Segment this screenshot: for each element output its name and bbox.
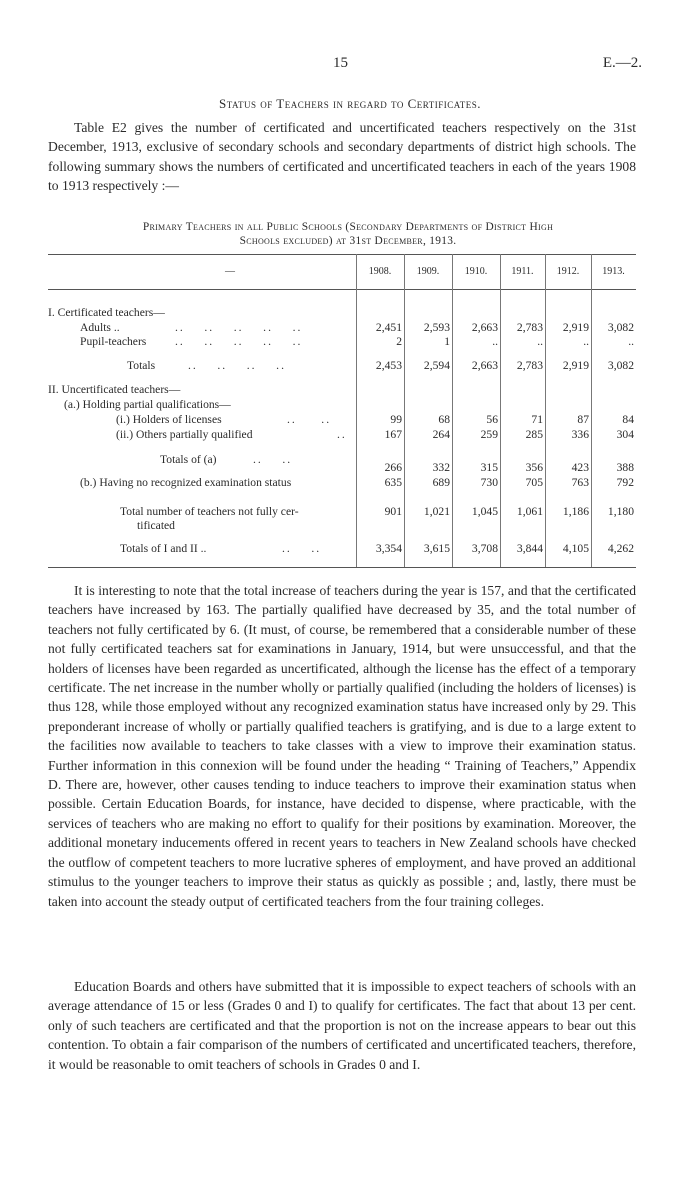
leader-dots: .. .. .. .. .. <box>175 321 303 334</box>
year-header: 1910. <box>464 266 488 277</box>
table-cell: 315 <box>480 461 498 474</box>
table-cell: 1 <box>444 335 450 348</box>
table-cell: 1,045 <box>471 505 498 518</box>
year-header: 1913. <box>602 266 625 277</box>
row-label: II. Uncertificated teachers— <box>48 383 181 396</box>
table-cell: 304 <box>616 428 634 441</box>
row-label: Totals <box>127 359 156 372</box>
row-label: Adults .. <box>80 321 120 334</box>
table-cell: 71 <box>531 413 543 426</box>
year-header: 1908. <box>368 266 392 277</box>
table-cell: 2,453 <box>375 359 402 372</box>
year-header: 1911. <box>511 266 534 277</box>
row-label: Totals of I and II .. <box>120 542 207 555</box>
table-title-line1: Primary Teachers in all Public Schools (Secondary Departments of District High <box>142 221 554 233</box>
table-cell: 2,663 <box>471 359 498 372</box>
table-cell: 423 <box>571 461 589 474</box>
table-bottom-rule <box>48 567 636 568</box>
table-cell: 56 <box>486 413 498 426</box>
leader-dots: .. <box>337 428 347 441</box>
table-cell: .. <box>492 335 498 348</box>
table-cell: 2,451 <box>375 321 402 334</box>
row-label: I. Certificated teachers— <box>48 306 165 319</box>
table-cell: 3,708 <box>471 542 498 555</box>
row-label: Pupil-teachers <box>80 335 147 348</box>
table-cell: 2 <box>396 335 402 348</box>
paragraph-3: Education Boards and others have submitted that it is impossible to expect teachers of schools with an average attendance of 15 or less (Grades 0 and I) to qualify for certificates. The fact that about 13 per cent. only of such teachers are certificated and that the proportion is not on the increase appears to bear out this contention. To obtain a fair comparison of the numbers of certificated and uncertificated teachers, therefore, it would be reasonable to omit teachers of schools in Grades 0 and I. <box>48 979 636 1072</box>
table-cell: 792 <box>616 476 634 489</box>
table-cell: 2,783 <box>516 359 543 372</box>
table-cell: 635 <box>384 476 402 489</box>
col-divider <box>404 254 405 567</box>
table-cell: .. <box>583 335 589 348</box>
table-top-rule <box>48 254 636 255</box>
row-label: Totals of (a) <box>160 453 217 466</box>
table-cell: 763 <box>571 476 589 489</box>
table-cell: 356 <box>525 461 543 474</box>
leader-dots: .. .. .. .. .. <box>175 335 303 348</box>
table-cell: 266 <box>384 461 402 474</box>
table-cell: 264 <box>432 428 450 441</box>
row-label: (i.) Holders of licenses <box>116 413 222 426</box>
table-cell: 1,061 <box>516 505 543 518</box>
col-divider <box>500 254 501 567</box>
table-cell: 1,021 <box>423 505 450 518</box>
table-title <box>48 220 648 248</box>
table-header-rule <box>48 289 636 290</box>
table-cell: 68 <box>438 413 450 426</box>
table-cell: 2,783 <box>516 321 543 334</box>
table-cell: 2,594 <box>423 359 450 372</box>
leader-dots: .. .. <box>282 542 322 555</box>
row-label: (a.) Holding partial qualifications— <box>64 398 231 411</box>
col-divider <box>356 254 357 567</box>
table-cell: 1,186 <box>562 505 589 518</box>
table-cell: 3,082 <box>607 321 634 334</box>
table-cell: 3,844 <box>516 542 543 555</box>
paragraph-2: It is interesting to note that the total increase of teachers during the year is 157, and that the certificated teachers have increased by 163. The partially qualified have decreased by 35, and the total number of teachers not fully certificated by 6. (It must, of course, be remembered that a considerable number of these not fully certificated teachers sat for examinations in January, 1914, but were unsuccessful, and that the holders of licenses have been regarded as uncertificated, although the license has the effect of a temporary certificate. The net increase in the number wholly or partially qualified (including the holders of licenses) is thus 128, while those employed without any recognized examination status have increased only by 29. This preponderant increase of wholly or partially qualified teachers is gratifying, and is due to a large extent to the facilities now available to teachers to take classes with a view to improve their examination status. Further information in this connexion will be found under the heading “ Training of Teachers,” Appendix D. There are, however, other causes tending to induce teachers to improve their examination status when possible. Certain Education Boards, for instance, have decided to dispense, where practicable, with the services of teachers who are making no effort to qualify for their positions by examination. Moreover, the additional monetary inducements offered in recent years to teachers in New Zealand schools have checked the outflow of competent teachers to more lucrative spheres of employment, and have proved an additional stimulus to the younger teachers to improve their status as quickly as possible ; and, lastly, there must be taken into account the steady output of certificated teachers from the four training colleges. <box>48 583 636 909</box>
leader-dots: .. .. <box>253 453 293 466</box>
section-heading: Status of Teachers in regard to Certificates. <box>219 96 481 111</box>
leader-dots: .. .. <box>287 413 332 426</box>
table-cell: 2,919 <box>562 359 589 372</box>
table-cell: 730 <box>480 476 498 489</box>
table-cell: 3,354 <box>375 542 402 555</box>
row-label: (ii.) Others partially qualified <box>116 428 253 441</box>
table-cell: 167 <box>384 428 402 441</box>
page-code: E.—2. <box>602 55 642 71</box>
table-cell: 99 <box>390 413 402 426</box>
table-cell: .. <box>537 335 543 348</box>
stub-header: — <box>225 266 235 277</box>
table-cell: 3,082 <box>607 359 634 372</box>
row-label-continued: tificated <box>137 519 175 532</box>
table-cell: 259 <box>480 428 498 441</box>
leader-dots: .. .. .. .. <box>188 359 286 372</box>
table-cell: 332 <box>432 461 450 474</box>
table-cell: 87 <box>577 413 589 426</box>
col-divider <box>545 254 546 567</box>
table-cell: 1,180 <box>607 505 634 518</box>
table-cell: 3,615 <box>423 542 450 555</box>
year-header: 1909. <box>416 266 440 277</box>
col-divider <box>591 254 592 567</box>
table-cell: 4,105 <box>562 542 589 555</box>
table-cell: 2,919 <box>562 321 589 334</box>
table-cell: .. <box>628 335 634 348</box>
table-cell: 285 <box>525 428 543 441</box>
table-title-line2: Schools excluded) at 31st December, 1913. <box>239 235 457 247</box>
intro-paragraph: Table E2 gives the number of certificated and uncertificated teachers respectively on the 31st December, 1913, exclusive of secondary schools and secondary departments of district high schools. The following summary shows the numbers of certificated and uncertificated teachers in each of the years 1908 to 1913 respectively :— <box>48 120 636 194</box>
page-number: 15 <box>333 55 348 71</box>
table-cell: 2,593 <box>423 321 450 334</box>
year-header: 1912. <box>556 266 580 277</box>
table-cell: 4,262 <box>607 542 634 555</box>
col-divider <box>452 254 453 567</box>
table-cell: 388 <box>616 461 634 474</box>
table-cell: 336 <box>571 428 589 441</box>
table-cell: 2,663 <box>471 321 498 334</box>
table-cell: 84 <box>622 413 634 426</box>
table-cell: 705 <box>525 476 543 489</box>
row-label: Total number of teachers not fully cer- <box>120 505 299 518</box>
table-cell: 901 <box>384 505 402 518</box>
row-label: (b.) Having no recognized examination status <box>80 476 292 489</box>
table-cell: 689 <box>432 476 450 489</box>
